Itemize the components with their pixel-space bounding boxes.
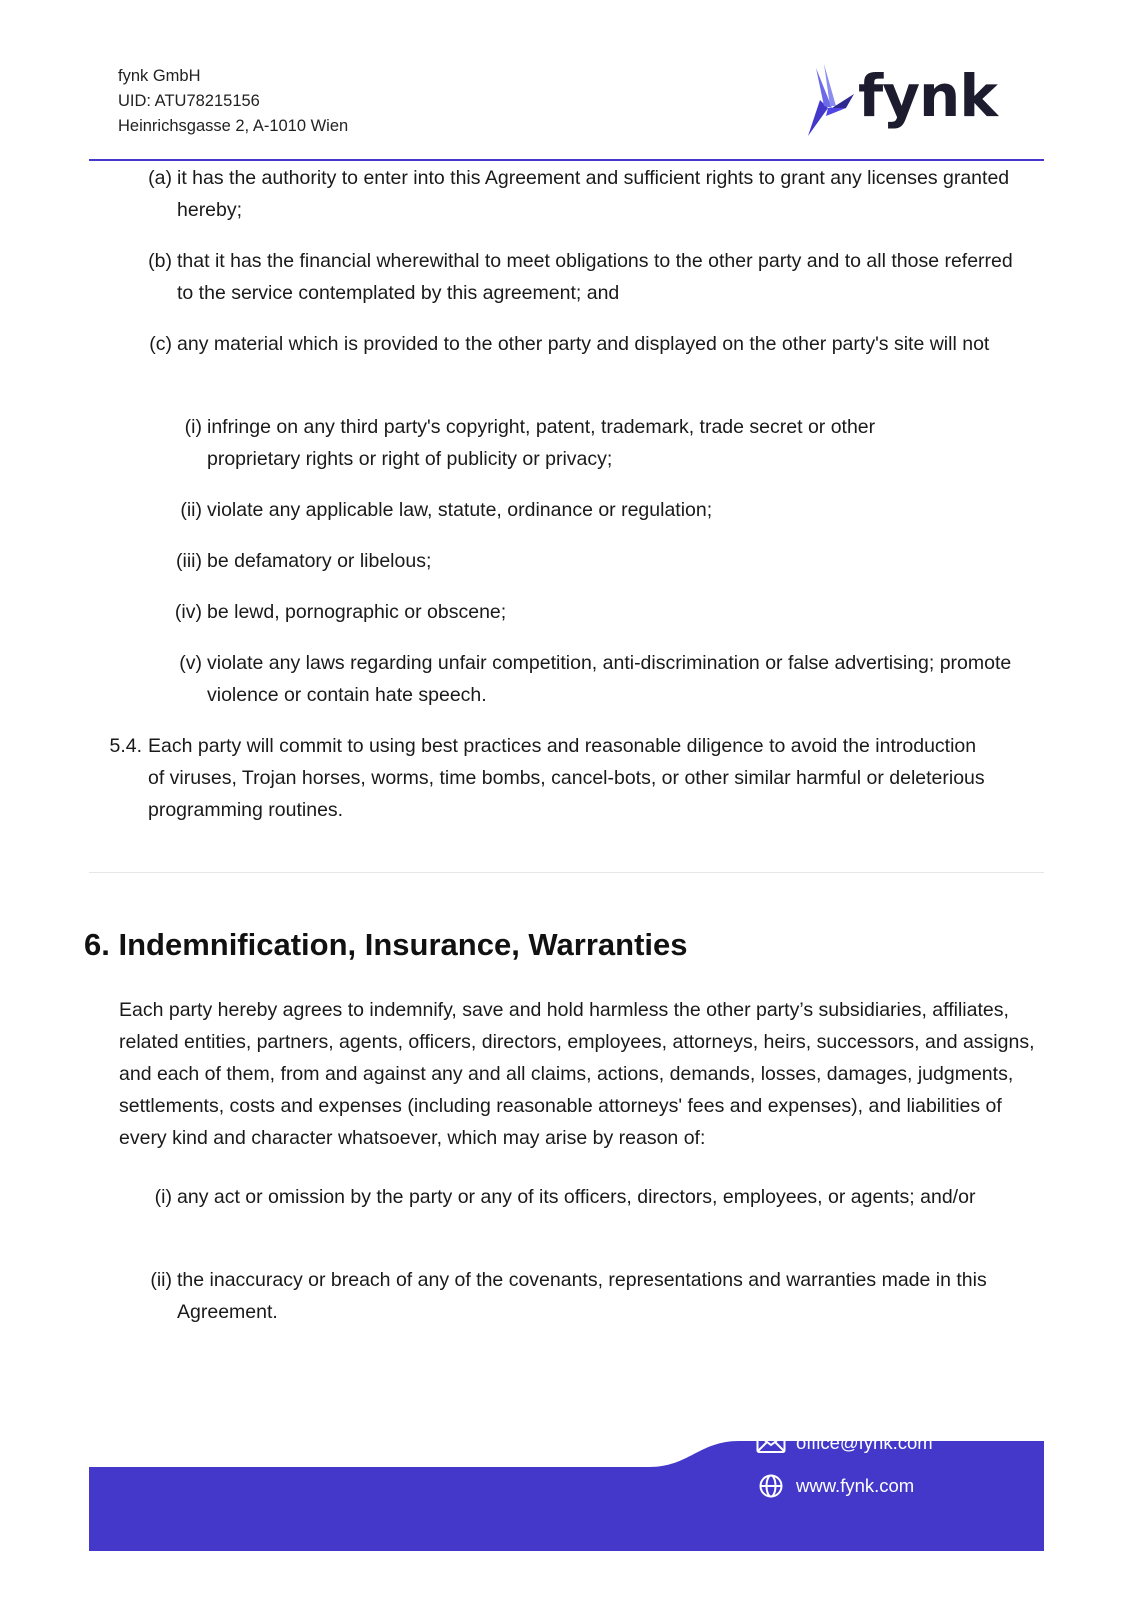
clause-text: be lewd, pornographic or obscene; <box>207 601 507 623</box>
fynk-logo <box>806 60 1006 142</box>
clause-text: violate any applicable law, statute, ordinance or regulation; <box>207 499 713 521</box>
clause-marker: (ii) <box>150 1269 172 1291</box>
clause-text: violate any laws regarding unfair competition, anti-discrimination or false advertising; promote violence or contain hate speech. <box>207 652 1012 706</box>
clause-text: the inaccuracy or breach of any of the covenants, representations and warranties made in this Agreement. <box>177 1269 987 1323</box>
clause-marker: (b) <box>148 250 172 272</box>
company-name: fynk GmbH <box>118 67 201 85</box>
clause-marker: (v) <box>179 652 202 674</box>
footer-website-text[interactable]: www.fynk.com <box>796 1475 915 1496</box>
clause-text: that it has the financial wherewithal to meet obligations to the other party and to all those referred to the service contemplated by this agreement; and <box>177 250 1013 304</box>
footer-website[interactable] <box>756 1471 914 1501</box>
footer-email-text[interactable]: office@fynk.com <box>796 1432 933 1453</box>
clause-marker: (c) <box>149 333 172 355</box>
section-6-heading: 6. Indemnification, Insurance, Warranties <box>84 927 688 962</box>
section-divider <box>89 872 1044 873</box>
fynk-logo-icon <box>806 60 858 142</box>
footer <box>89 1432 1044 1551</box>
company-info <box>118 64 348 139</box>
company-address: Heinrichsgasse 2, A-1010 Wien <box>118 117 349 135</box>
clause-text: it has the authority to enter into this Agreement and sufficient rights to grant any licenses granted hereby; <box>177 167 1010 221</box>
logo-wordmark: fynk <box>858 62 997 130</box>
section-6-paragraph: Each party hereby agrees to indemnify, save and hold harmless the other party’s subsidiaries, affiliates, related entities, partners, agents, officers, directors, employees, attorneys, heirs, successors, and assigns, and each of them, from and against any and all claims, actions, demands, losses, damages, judgments, settlements, costs and expenses (including reasonable attorneys' fees and expenses), and liabilities of every kind and character whatsoever, which may arise by reason of: <box>119 999 1035 1149</box>
globe-icon <box>756 1474 786 1498</box>
company-uid: UID: ATU78215156 <box>118 92 260 110</box>
header-rule <box>89 159 1044 161</box>
footer-email[interactable] <box>756 1428 933 1458</box>
clause-text: infringe on any third party's copyright, patent, trademark, trade secret or other proprietary rights or right of publicity or privacy; <box>207 416 876 470</box>
clause-text: any act or omission by the party or any of its officers, directors, employees, or agents; and/or <box>177 1186 976 1208</box>
clause-marker: (iii) <box>176 550 202 572</box>
clause-text: be defamatory or libelous; <box>207 550 432 572</box>
clause-marker: (i) <box>184 416 202 438</box>
clause-marker: (a) <box>148 167 172 189</box>
clause-text: any material which is provided to the other party and displayed on the other party's site will not <box>177 333 990 355</box>
mail-icon <box>756 1431 786 1455</box>
clause-marker: (i) <box>154 1186 172 1208</box>
clause-marker: 5.4. <box>109 735 142 757</box>
clause-marker: (iv) <box>174 601 202 623</box>
clause-text: Each party will commit to using best practices and reasonable diligence to avoid the introduction of viruses, Trojan horses, worms, time bombs, cancel-bots, or other similar harmful or deleterious programming routines. <box>148 735 985 821</box>
clause-marker: (ii) <box>180 499 202 521</box>
